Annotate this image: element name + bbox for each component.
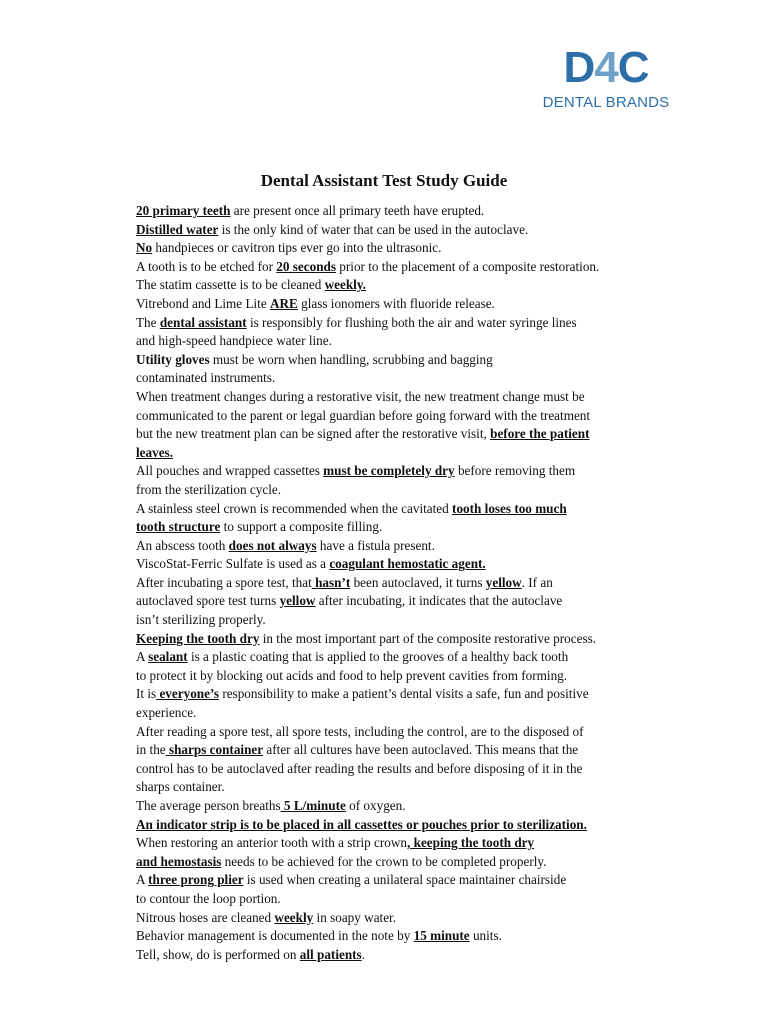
body-text: After reading a spore test, all spore tests, including the control, are to the disposed of <box>136 723 584 739</box>
text-line <box>136 797 696 816</box>
body-text: after incubating, it indicates that the autoclave <box>315 593 563 609</box>
body-text: When restoring an anterior tooth with a strip crown <box>136 835 408 851</box>
body-text: after all cultures have been autoclaved. This means that the <box>263 742 579 758</box>
text-line <box>136 834 696 853</box>
text-line <box>136 723 696 742</box>
body-text: A tooth is to be etched for <box>136 258 277 274</box>
body-text: prior to the placement of a composite restoration. <box>336 258 600 274</box>
text-line <box>136 555 696 574</box>
body-text: Behavior management is documented in the note by <box>136 928 414 944</box>
body-text: are present once all primary teeth have erupted. <box>230 203 485 218</box>
text-line <box>136 760 696 779</box>
body-text: control has to be autoclaved after reading the results and before disposing of it in the <box>136 760 583 776</box>
study-guide-body <box>136 202 696 964</box>
emphasis-text: dental assistant <box>159 314 247 330</box>
text-line <box>136 946 696 965</box>
body-text: is the only kind of water that can be used in the autoclave. <box>218 221 529 237</box>
body-text: contaminated instruments. <box>136 370 276 386</box>
text-line <box>136 425 696 444</box>
text-line <box>136 221 696 240</box>
body-text: glass ionomers with fluoride release. <box>297 295 495 311</box>
text-line <box>136 685 696 704</box>
body-text: have a fistula present. <box>316 537 435 553</box>
text-line <box>136 648 696 667</box>
text-line <box>136 816 696 835</box>
body-text: handpieces or cavitron tips ever go into the ultrasonic. <box>152 240 442 256</box>
emphasis-text: hasn’t <box>311 574 351 590</box>
body-text: before removing them <box>454 463 576 479</box>
logo-mark: D4C <box>563 43 649 92</box>
emphasis-text: weekly <box>274 909 314 925</box>
text-line <box>136 574 696 593</box>
text-line <box>136 611 696 630</box>
emphasis-text: sealant <box>148 649 188 665</box>
emphasis-text: 20 seconds <box>276 258 336 274</box>
document-title: Dental Assistant Test Study Guide <box>260 171 508 190</box>
body-text: Nitrous hoses are cleaned <box>136 909 275 925</box>
text-line <box>136 202 696 221</box>
emphasis-text: leaves. <box>136 444 173 460</box>
body-text: is a plastic coating that is applied to the grooves of a healthy back tooth <box>187 649 569 665</box>
text-line <box>136 909 696 928</box>
text-line <box>136 537 696 556</box>
text-line <box>136 239 696 258</box>
text-line <box>136 295 696 314</box>
text-line <box>136 258 696 277</box>
body-text: to protect it by blocking out acids and food to help prevent cavities from forming. <box>136 667 568 683</box>
text-line <box>136 332 696 351</box>
body-text: from the sterilization cycle. <box>136 481 282 497</box>
emphasis-text: does not always <box>228 537 317 553</box>
text-line <box>136 518 696 537</box>
emphasis-text: No <box>136 240 153 256</box>
body-text: The average person breaths <box>136 798 281 813</box>
text-line <box>136 500 696 519</box>
text-line <box>136 592 696 611</box>
text-line <box>136 853 696 872</box>
text-line <box>136 314 696 333</box>
emphasis-text: tooth loses too much <box>452 500 567 516</box>
body-text: A stainless steel crown is recommended when the cavitated <box>136 500 453 516</box>
body-text: sharps container. <box>136 779 225 795</box>
body-text: needs to be achieved for the crown to be completed properly. <box>221 853 547 869</box>
emphasis-text: before the patient <box>490 426 590 442</box>
body-text: After incubating a spore test, that <box>136 574 312 590</box>
body-text: . <box>361 946 365 962</box>
body-text: The statim cassette is to be cleaned <box>136 277 325 293</box>
body-text: An abscess tooth <box>136 537 229 553</box>
body-text: in soapy water. <box>313 909 397 925</box>
emphasis-text: must be completely dry <box>323 463 455 479</box>
body-text: ViscoStat-Ferric Sulfate is used as a <box>136 556 330 572</box>
emphasis-text: Distilled water <box>136 221 219 237</box>
emphasis-text: and hemostasis <box>136 853 222 869</box>
body-text: Vitrebond and Lime Lite <box>136 295 270 311</box>
text-line <box>136 704 696 723</box>
body-text: autoclaved spore test turns <box>136 593 280 609</box>
emphasis-text: everyone’s <box>156 686 220 702</box>
text-line <box>136 369 696 388</box>
emphasis-text: three prong plier <box>148 872 244 888</box>
body-text: It is <box>136 686 157 702</box>
body-text: A <box>136 872 149 888</box>
body-text: is used when creating a unilateral space maintainer chairside <box>243 872 567 888</box>
emphasis-text: all patients <box>299 946 362 962</box>
body-text: of oxygen. <box>345 798 406 813</box>
emphasis-text: ARE <box>269 295 298 311</box>
body-text: communicated to the parent or legal guardian before going forward with the treatment <box>136 407 591 423</box>
text-line <box>136 351 696 370</box>
text-line <box>136 388 696 407</box>
emphasis-text: weekly. <box>324 277 366 293</box>
text-line <box>136 630 696 649</box>
body-text: experience. <box>136 705 197 721</box>
text-line <box>136 741 696 760</box>
body-text: must be worn when handling, scrubbing and bagging <box>209 351 493 367</box>
body-text: to support a composite filling. <box>220 519 383 535</box>
logo-subtitle: DENTAL BRANDS <box>542 94 670 111</box>
body-text: The <box>136 314 160 330</box>
body-text: When treatment changes during a restorative visit, the new treatment change must be <box>136 388 585 404</box>
text-line <box>136 481 696 500</box>
body-text: isn’t sterilizing properly. <box>136 612 266 628</box>
emphasis-text: coagulant hemostatic agent. <box>329 556 486 572</box>
emphasis-text: 15 minute <box>413 928 470 944</box>
emphasis-text: yellow <box>279 593 316 609</box>
text-line <box>136 667 696 686</box>
body-text: A <box>136 649 149 665</box>
emphasis-text: yellow <box>485 574 522 590</box>
emphasis-text: sharps container <box>165 742 264 758</box>
body-text: in the most important part of the composite restorative process. <box>259 630 597 646</box>
text-line <box>136 462 696 481</box>
text-line <box>136 927 696 946</box>
body-text: responsibility to make a patient’s dental visits a safe, fun and positive <box>219 686 589 702</box>
emphasis-text: , keeping the tooth dry <box>407 835 535 851</box>
text-line <box>136 444 696 463</box>
emphasis-text: Utility gloves <box>136 351 210 367</box>
body-text: but the new treatment plan can be signed after the restorative visit, <box>136 426 491 442</box>
body-text: been autoclaved, it turns <box>350 574 486 590</box>
body-text: is responsibly for flushing both the air and water syringe lines <box>246 314 577 330</box>
body-text: Tell, show, do is performed on <box>136 946 300 962</box>
brand-logo <box>536 43 676 116</box>
emphasis-text: Keeping the tooth dry <box>136 630 260 646</box>
text-line <box>136 778 696 797</box>
body-text: to contour the loop portion. <box>136 890 281 906</box>
body-text: All pouches and wrapped cassettes <box>136 463 324 479</box>
body-text: units. <box>469 928 502 944</box>
body-text: in the <box>136 742 166 758</box>
emphasis-text: 5 L/minute <box>280 798 346 813</box>
body-text: and high-speed handpiece water line. <box>136 333 332 349</box>
emphasis-text: An indicator strip is to be placed in all cassettes or pouches prior to sterilization. <box>136 816 587 832</box>
text-line <box>136 890 696 909</box>
emphasis-text: tooth structure <box>136 519 221 535</box>
emphasis-text: 20 primary teeth <box>136 203 231 218</box>
text-line <box>136 407 696 426</box>
body-text: . If an <box>521 574 553 590</box>
text-line <box>136 871 696 890</box>
text-line <box>136 276 696 295</box>
